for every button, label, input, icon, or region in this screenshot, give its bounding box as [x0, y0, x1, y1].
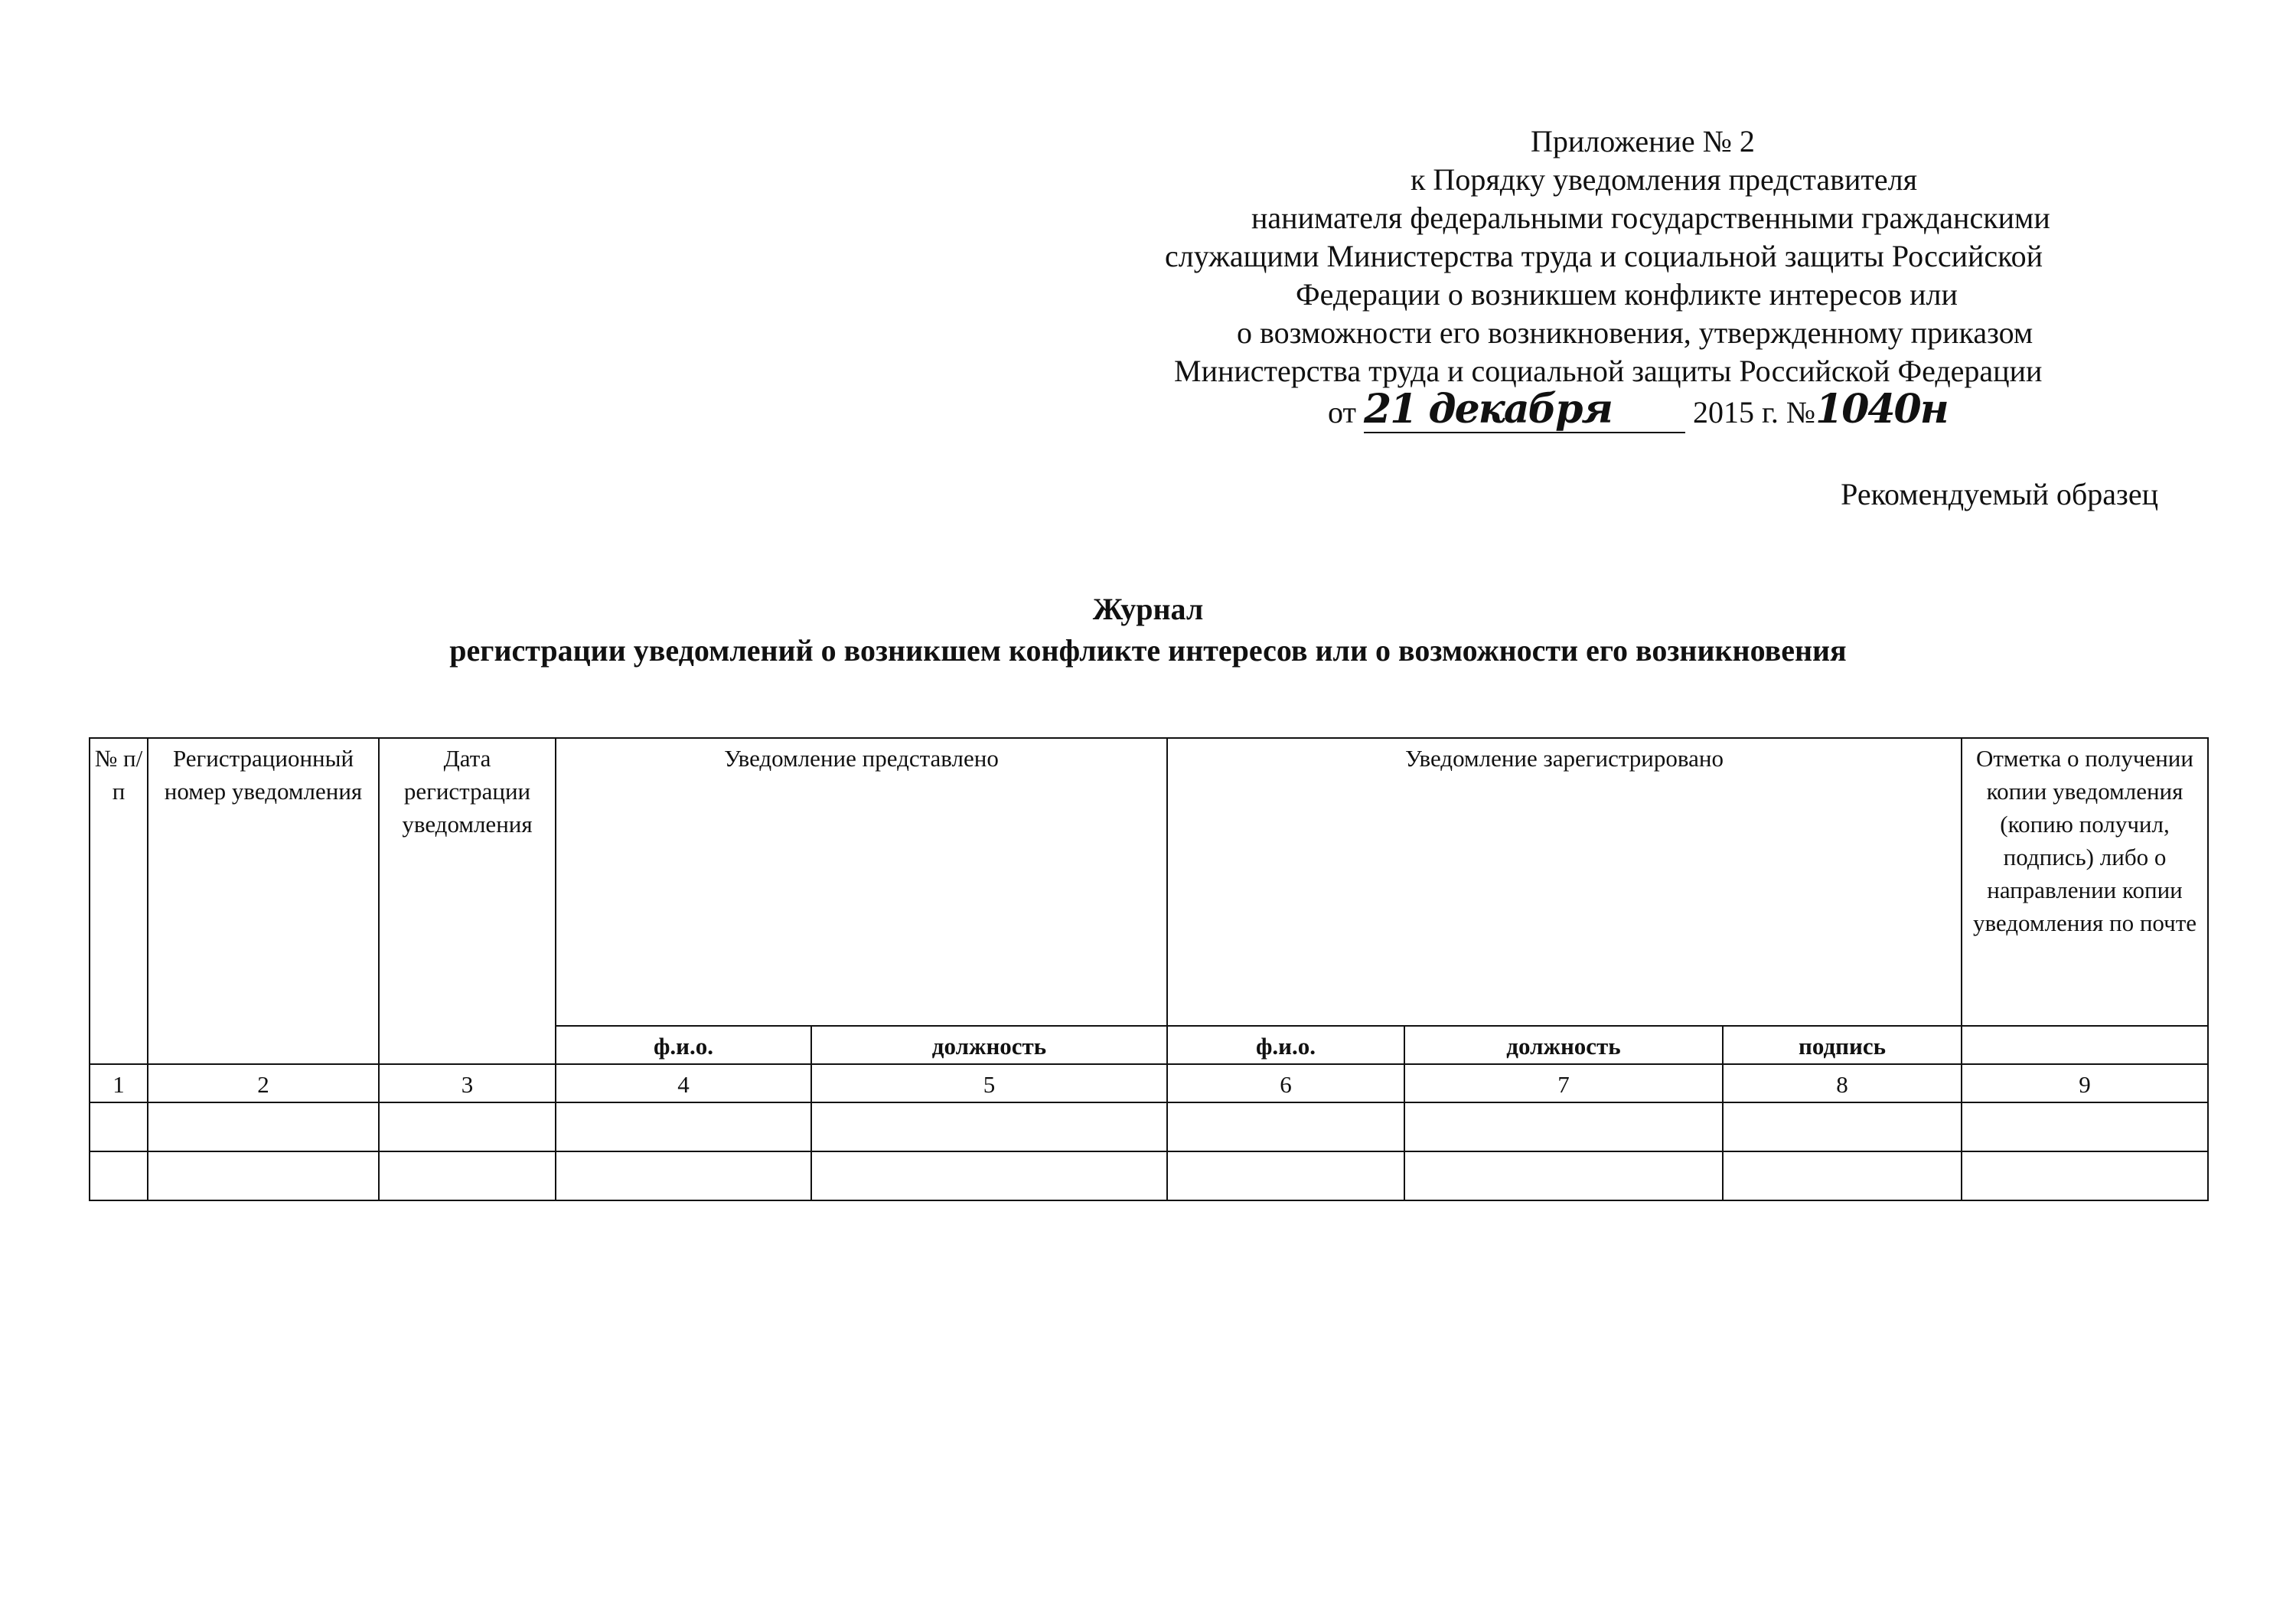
year-text: 2015 г. № [1692, 395, 1816, 429]
header-line-5: Федерации о возникшем конфликте интересов или [1296, 277, 1958, 312]
column-number: 6 [1167, 1064, 1404, 1102]
sample-note: Рекомендуемый образец [1841, 477, 2158, 511]
handwritten-date: 21 декабря [1363, 386, 1612, 433]
empty-cell[interactable] [90, 1151, 148, 1200]
empty-cell[interactable] [1962, 1151, 2208, 1200]
empty-cell[interactable] [556, 1102, 811, 1151]
registration-journal-table [89, 737, 2209, 1201]
empty-cell[interactable] [1962, 1102, 2208, 1151]
header-line-3: нанимателя федеральными государственными гражданскими [1251, 201, 2050, 235]
empty-cell[interactable] [1723, 1151, 1962, 1200]
empty-cell[interactable] [379, 1102, 556, 1151]
journal-title: Журнал [1092, 592, 1204, 626]
col-no-header: № п/п [90, 738, 148, 1064]
header-line-4: служащими Министерства труда и социальной защиты Российской [1165, 239, 2043, 273]
sub-position-registered: должность [1404, 1026, 1723, 1064]
group-registered-header: Уведомление зарегистрировано [1167, 738, 1962, 1026]
column-number: 1 [90, 1064, 148, 1102]
group-submitted-header: Уведомление представлено [556, 738, 1167, 1026]
sub-fio-submitted: ф.и.о. [556, 1026, 811, 1064]
empty-cell[interactable] [1167, 1151, 1404, 1200]
header-line-6: о возможности его возникновения, утвержденному приказом [1237, 315, 2033, 350]
table-row [90, 1151, 2208, 1200]
empty-cell[interactable] [90, 1102, 148, 1151]
empty-cell[interactable] [1723, 1102, 1962, 1151]
sub-fio-registered: ф.и.о. [1167, 1026, 1404, 1064]
col-reg-date-header: Дата регистрации уведомления [379, 738, 556, 1064]
column-number: 7 [1404, 1064, 1723, 1102]
empty-cell[interactable] [1404, 1151, 1723, 1200]
column-number-row [90, 1064, 2208, 1102]
date-prefix: от [1328, 395, 1356, 429]
table-row [90, 1102, 2208, 1151]
empty-cell[interactable] [379, 1151, 556, 1200]
sub-signature: подпись [1723, 1026, 1962, 1064]
empty-cell[interactable] [556, 1151, 811, 1200]
empty-cell[interactable] [1167, 1102, 1404, 1151]
journal-subtitle: регистрации уведомлений о возникшем конфликте интересов или о возможности его возникновения [449, 633, 1847, 668]
empty-cell[interactable] [148, 1151, 379, 1200]
empty-cell[interactable] [811, 1151, 1167, 1200]
sub-position-submitted: должность [811, 1026, 1167, 1064]
header-row [90, 738, 2208, 1026]
empty-cell[interactable] [811, 1102, 1167, 1151]
header-line-7: Министерства труда и социальной защиты Российской Федерации [1174, 354, 2043, 388]
order-date-line [1328, 386, 2296, 433]
column-number: 2 [148, 1064, 379, 1102]
col-copy-mark-header: Отметка о получении копии уведомления (копию получил, подпись) либо о направлении копии уведомления по почте [1962, 738, 2208, 1026]
date-blank [1363, 386, 1685, 433]
col-reg-number-header: Регистрационный номер уведомления [148, 738, 379, 1064]
column-number: 5 [811, 1064, 1167, 1102]
header-line-2: к Порядку уведомления представителя [1411, 162, 1917, 197]
column-number: 8 [1723, 1064, 1962, 1102]
sub-empty-cell [1962, 1026, 2208, 1064]
column-number: 4 [556, 1064, 811, 1102]
appendix-number: Приложение № 2 [1531, 124, 1755, 158]
appendix-header [1133, 122, 2158, 433]
column-number: 3 [379, 1064, 556, 1102]
empty-cell[interactable] [1404, 1102, 1723, 1151]
handwritten-order-number: 1040н [1815, 386, 1948, 433]
column-number: 9 [1962, 1064, 2208, 1102]
empty-cell[interactable] [148, 1102, 379, 1151]
